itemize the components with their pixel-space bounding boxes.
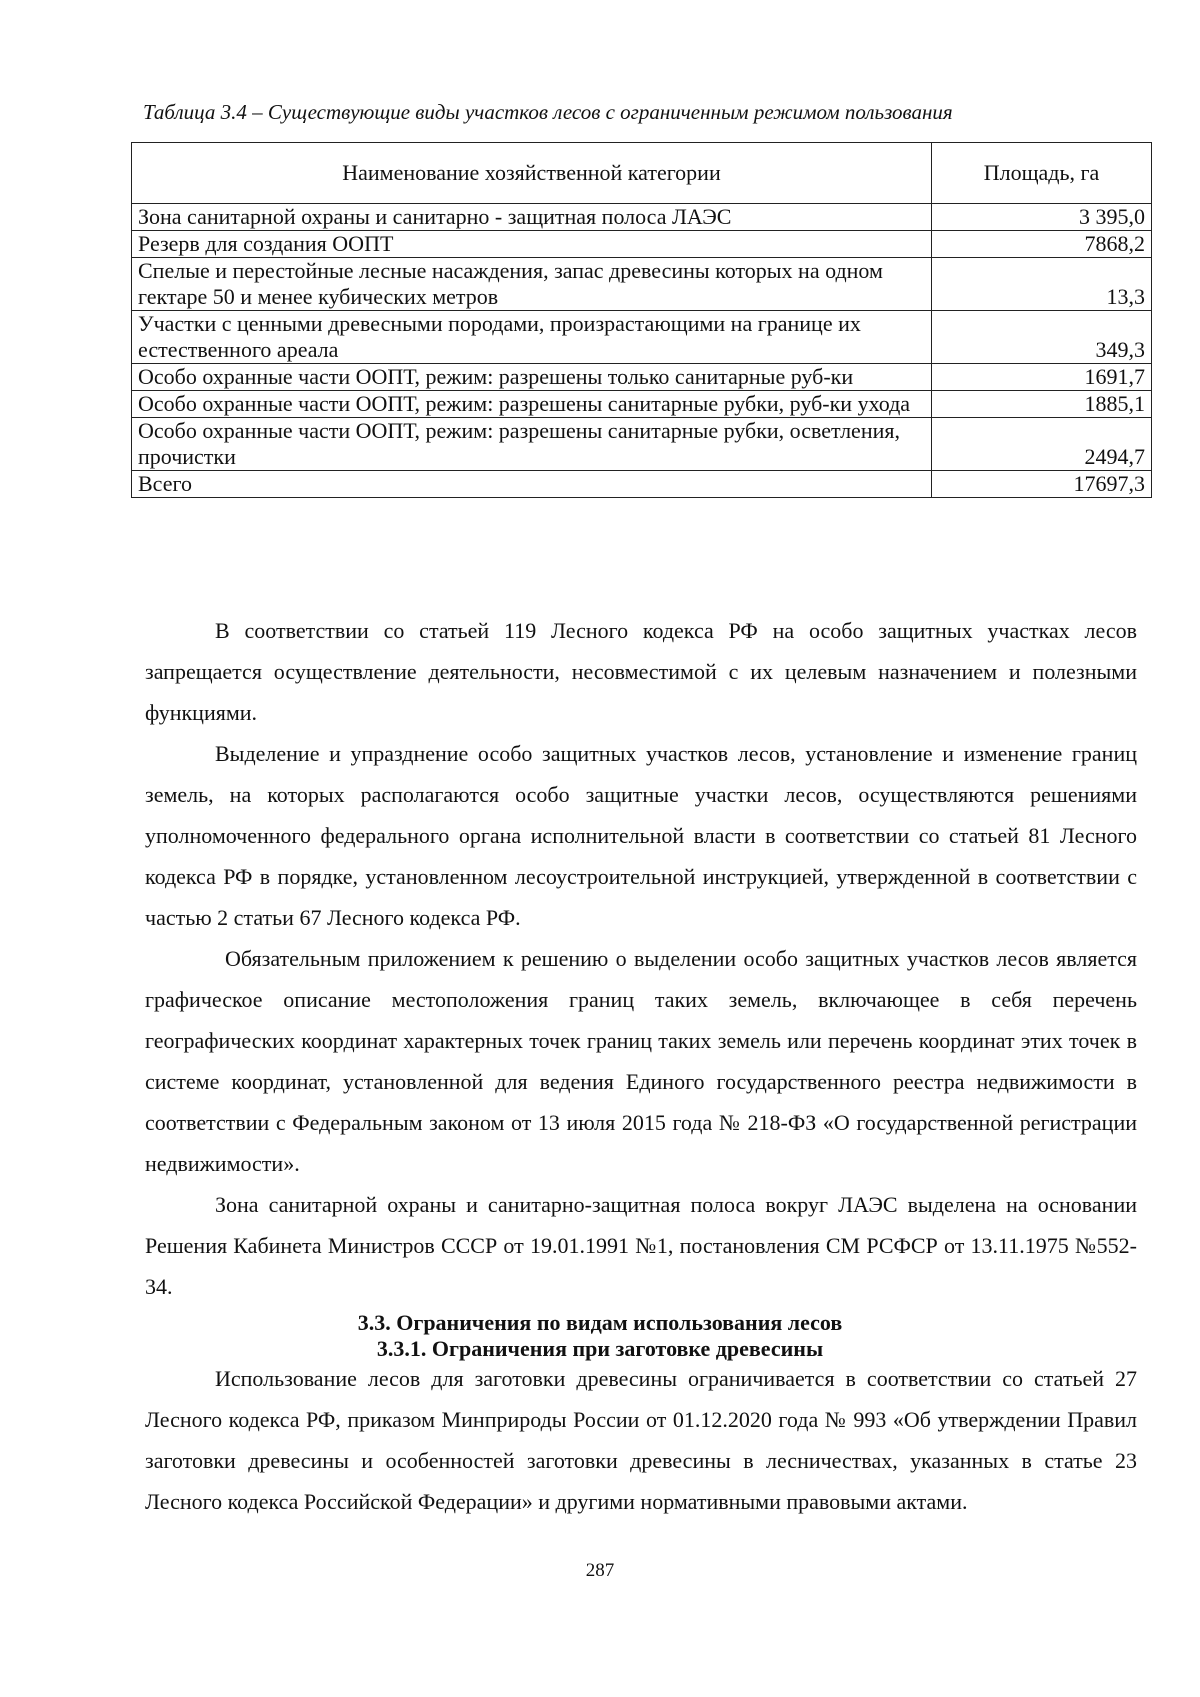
row-area: 3 395,0 — [932, 204, 1152, 231]
row-name: Зона санитарной охраны и санитарно - защитная полоса ЛАЭС — [132, 204, 932, 231]
row-name: Особо охранные части ООПТ, режим: разрешены только санитарные руб-ки — [132, 364, 932, 391]
table-header-row — [132, 143, 1152, 204]
row-area: 1885,1 — [932, 391, 1152, 418]
subsection-heading: 3.3.1. Ограничения при заготовке древесины — [376, 1336, 824, 1361]
table-row — [132, 231, 1152, 258]
row-name: Особо охранные части ООПТ, режим: разрешены санитарные рубки, руб-ки ухода — [132, 391, 932, 418]
table-row — [132, 311, 1152, 364]
table-row-total — [132, 471, 1152, 498]
forest-areas-table — [131, 142, 1152, 498]
header-area: Площадь, га — [932, 143, 1152, 204]
row-area: 2494,7 — [932, 418, 1152, 471]
row-area: 13,3 — [932, 258, 1152, 311]
paragraph: Обязательным приложением к решению о выделении особо защитных участков лесов является графическое описание местоположения границ таких земель, включающее в себя перечень географических координат характерных точек границ таких земель или перечень координат этих точек в системе координат, установленной для ведения Единого государственного реестра недвижимости в соответствии с Федеральным законом от 13 июля 2015 года № 218-ФЗ «О государственной регистрации недвижимости». — [145, 946, 1137, 1176]
row-name: Участки с ценными древесными породами, произрастающими на границе их естественного ареала — [132, 311, 932, 364]
row-name: Резерв для создания ООПТ — [132, 231, 932, 258]
table-row — [132, 391, 1152, 418]
page-number: 287 — [585, 1560, 615, 1581]
row-area: 7868,2 — [932, 231, 1152, 258]
section-heading: 3.3. Ограничения по видам использования лесов — [357, 1310, 843, 1335]
table-row — [132, 204, 1152, 231]
row-area: 1691,7 — [932, 364, 1152, 391]
row-name: Спелые и перестойные лесные насаждения, запас древесины которых на одном гектаре 50 и менее кубических метров — [132, 258, 932, 311]
paragraph: Зона санитарной охраны и санитарно-защитная полоса вокруг ЛАЭС выделена на основании Решения Кабинета Министров СССР от 19.01.1991 №1, постановления СМ РСФСР от 13.11.1975 №552-34. — [145, 1192, 1137, 1299]
table-row — [132, 258, 1152, 311]
row-name: Всего — [132, 471, 932, 498]
paragraph: В соответствии со статьей 119 Лесного кодекса РФ на особо защитных участках лесов запрещается осуществление деятельности, несовместимой с их целевым назначением и полезными функциями. — [145, 618, 1137, 725]
paragraph: Использование лесов для заготовки древесины ограничивается в соответствии со статьей 27 Лесного кодекса РФ, приказом Минприроды России от 01.12.2020 года № 993 «Об утверждении Правил заготовки древесины и особенностей заготовки древесины в лесничествах, указанных в статье 23 Лесного кодекса Российской Федерации» и другими нормативными правовыми актами. — [145, 1366, 1137, 1514]
table-row — [132, 418, 1152, 471]
table-caption: Таблица 3.4 – Существующие виды участков лесов с ограниченным режимом пользования — [143, 100, 953, 124]
header-category: Наименование хозяйственной категории — [132, 143, 932, 204]
paragraph: Выделение и упразднение особо защитных участков лесов, установление и изменение границ земель, на которых располагаются особо защитные участки лесов, осуществляются решениями уполномоченного федерального органа исполнительной власти в соответствии со статьей 81 Лесного кодекса РФ в порядке, установленном лесоустроительной инструкцией, утвержденной в соответствии с частью 2 статьи 67 Лесного кодекса РФ. — [145, 741, 1137, 930]
row-area: 17697,3 — [932, 471, 1152, 498]
row-name: Особо охранные части ООПТ, режим: разрешены санитарные рубки, осветления, прочистки — [132, 418, 932, 471]
row-area: 349,3 — [932, 311, 1152, 364]
table-row — [132, 364, 1152, 391]
